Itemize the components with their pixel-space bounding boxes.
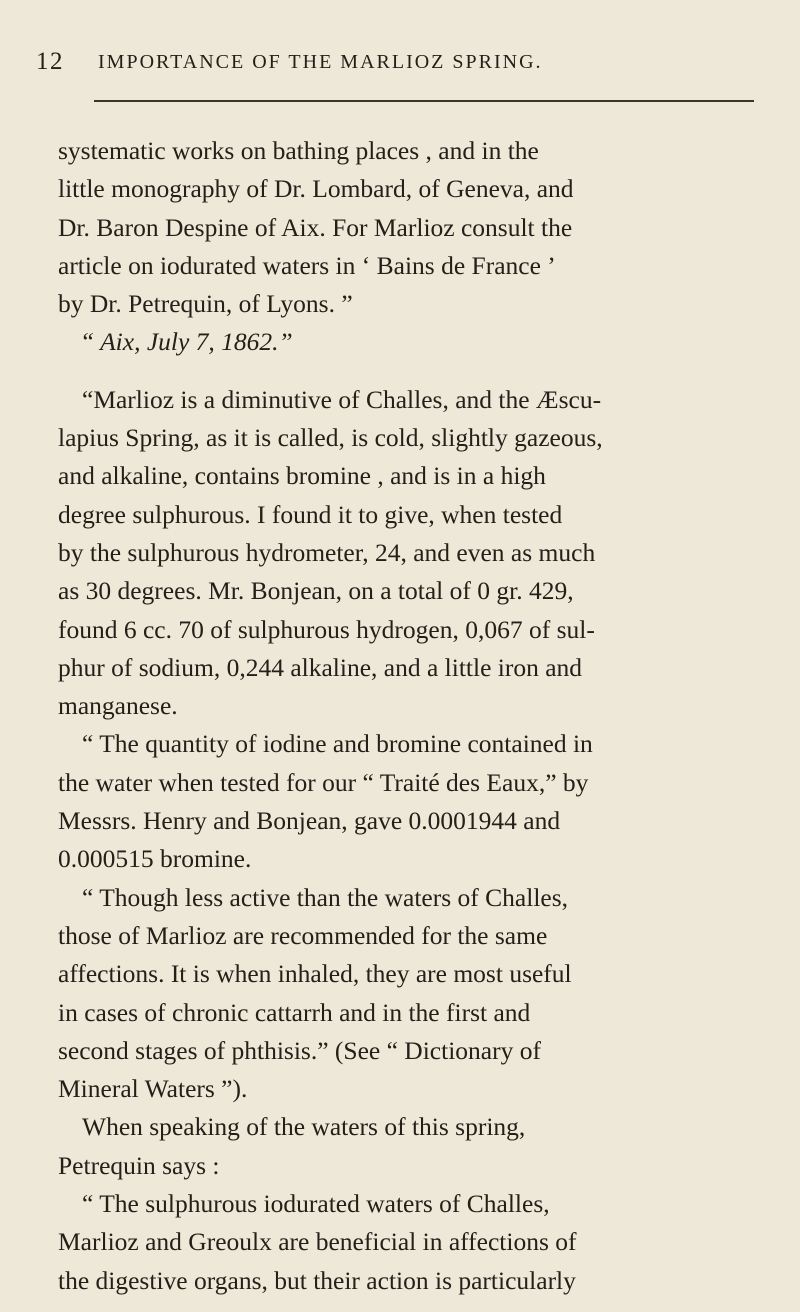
text-line: the water when tested for our “ Traité des Eaux,” by [58, 767, 589, 797]
text-line: 0.000515 bromine. [58, 844, 252, 874]
text-line: degree sulphurous. I found it to give, when tested [58, 499, 563, 529]
text-line: those of Marlioz are recommended for the same [58, 920, 548, 950]
text-line: Marlioz and Greoulx are beneficial in affections of [58, 1227, 577, 1257]
text-line: When speaking of the waters of this spring, [82, 1112, 526, 1142]
text-line: “ The sulphurous iodurated waters of Challes, [82, 1189, 550, 1219]
text-line: by Dr. Petrequin, of Lyons. ” [58, 289, 353, 319]
text-line: by the sulphurous hydrometer, 24, and even as much [58, 537, 596, 567]
text-line: and alkaline, contains bromine , and is in a high [58, 461, 546, 491]
header-rule [94, 100, 754, 102]
body-text [58, 132, 748, 1300]
text-line: Messrs. Henry and Bonjean, gave 0.0001944 and [58, 806, 561, 836]
text-line: found 6 cc. 70 of sulphurous hydrogen, 0,067 of sul- [58, 614, 595, 644]
dateline: “ Aix, July 7, 1862.” [80, 327, 293, 357]
text-line: in cases of chronic cattarrh and in the first and [58, 997, 531, 1027]
text-line: “ The quantity of iodine and bromine contained in [82, 729, 593, 759]
text-line: second stages of phthisis.” (See “ Dictionary of [58, 1035, 541, 1065]
text-line: “Marlioz is a diminutive of Challes, and the Æscu- [82, 384, 602, 414]
text-line: manganese. [58, 691, 178, 721]
page-number: 12 [36, 48, 64, 75]
text-line: Petrequin says : [58, 1150, 220, 1180]
text-line: systematic works on bathing places , and in the [58, 136, 539, 165]
text-line: Dr. Baron Despine of Aix. For Marlioz consult the [58, 212, 573, 242]
text-line: lapius Spring, as it is called, is cold, slightly gazeous, [58, 423, 603, 453]
paragraph-gap [58, 362, 748, 381]
text-line: “ Though less active than the waters of Challes, [82, 882, 569, 912]
text-line: the digestive organs, but their action is particularly [58, 1265, 576, 1295]
text-line: little monography of Dr. Lombard, of Geneva, and [58, 174, 574, 204]
running-title: IMPORTANCE OF THE MARLIOZ SPRING. [98, 51, 543, 73]
text-line: phur of sodium, 0,244 alkaline, and a little iron and [58, 652, 583, 682]
text-line: as 30 degrees. Mr. Bonjean, on a total of 0 gr. 429, [58, 576, 574, 606]
text-line: affections. It is when inhaled, they are most useful [58, 959, 572, 989]
running-head [36, 48, 676, 82]
text-line: Mineral Waters ”). [58, 1074, 248, 1104]
text-line: article on iodurated waters in ‘ Bains de France ’ [58, 250, 556, 280]
